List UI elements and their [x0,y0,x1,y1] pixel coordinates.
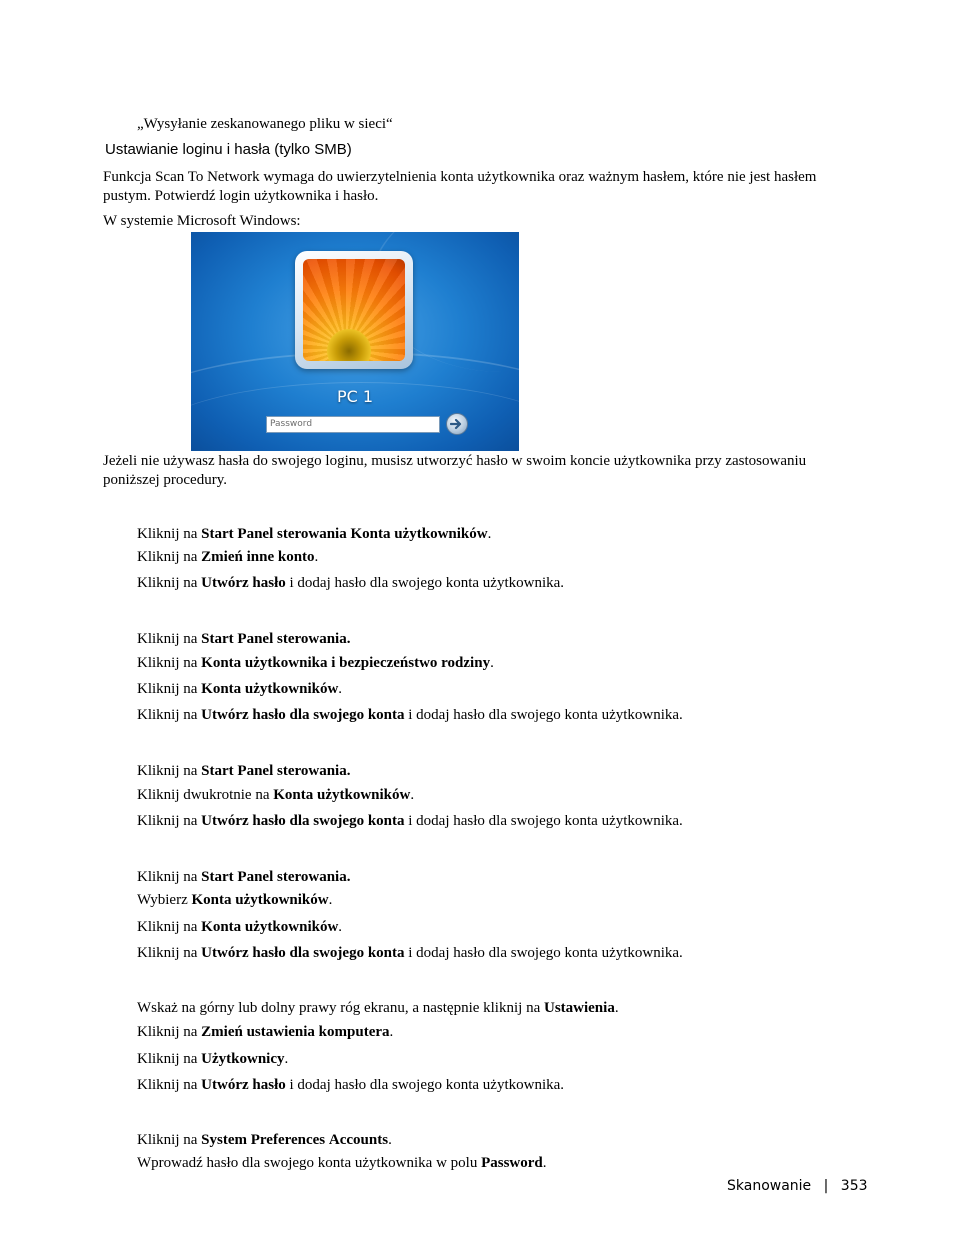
arrow-right-icon [450,418,464,430]
step-line [137,681,342,698]
step-line [137,1024,393,1041]
step-text: Kliknij na [137,526,202,542]
step-text: i dodaj hasło dla swojego konta użytkownika. [404,813,683,829]
step-text: Kliknij na [137,655,202,671]
step-text: . [614,1000,619,1016]
step-emphasis: Utwórz hasło [201,1077,286,1093]
step-emphasis: Utwórz hasło dla swojego konta [201,813,405,829]
step-emphasis: Zmień ustawienia komputera [201,1024,390,1040]
step-line [137,945,683,962]
cross-reference-line: „Wysyłanie zeskanowanego pliku w sieci“ [137,116,393,132]
step-line [137,1051,288,1068]
step-emphasis: Utwórz hasło dla swojego konta [201,945,405,961]
step-emphasis: Start [201,526,234,542]
step-emphasis: Utwórz hasło dla swojego konta [201,707,405,723]
step-text: . [389,1024,394,1040]
step-text: Kliknij na [137,707,202,723]
footer-separator: | [823,1178,829,1194]
windows-login-screenshot [191,232,519,451]
step-emphasis: Utwórz hasło [201,575,286,591]
step-emphasis: Start [201,763,234,779]
step-line [137,787,414,804]
step-line [137,526,491,543]
step-text: . [284,1051,289,1067]
step-text: Kliknij na [137,1077,202,1093]
step-text: Kliknij na [137,681,202,697]
step-text: Kliknij na [137,945,202,961]
step-emphasis: Accounts [328,1132,389,1148]
footer-section: Skanowanie [727,1178,812,1194]
step-text: Kliknij na [137,763,202,779]
step-text: . [338,919,343,935]
windows-label: W systemie Microsoft Windows: [103,213,301,229]
no-password-note: Jeżeli nie używasz hasła do swojego loginu, musisz utworzyć hasło w swoim koncie użytkownika przy zastosowaniu poniższej procedury. [103,453,807,488]
step-line [137,763,350,780]
intro-paragraph: Funkcja Scan To Network wymaga do uwierzytelnienia konta użytkownika oraz ważnym hasłem, które nie jest hasłem pustym. Potwierdź login użytkownika i hasło. [103,169,817,204]
password-input[interactable]: Password [266,416,440,433]
step-emphasis: Konta użytkowników [191,892,329,908]
footer-page-number: 353 [840,1178,868,1194]
step-text: . [542,1155,547,1171]
step-text: i dodaj hasło dla swojego konta użytkownika. [285,575,565,591]
step-text: i dodaj hasło dla swojego konta użytkownika. [404,707,683,723]
step-text: i dodaj hasło dla swojego konta użytkownika. [285,1077,565,1093]
step-emphasis: Konta użytkowników [273,787,411,803]
step-text: Kliknij na [137,1051,202,1067]
step-text: . [388,1132,392,1148]
step-text: Kliknij na [137,1132,202,1148]
step-text: Kliknij na [137,869,202,885]
step-text: . [328,892,333,908]
step-line [137,1132,392,1149]
step-emphasis: Panel sterowania. [237,631,351,647]
submit-login-button[interactable] [446,413,468,435]
step-text: i dodaj hasło dla swojego konta użytkownika. [404,945,683,961]
step-emphasis: Panel sterowania [237,526,347,542]
step-line [137,1155,547,1172]
step-text: . [410,787,415,803]
step-line [137,707,683,724]
step-line [137,575,564,592]
step-text: . [490,655,494,671]
step-line [137,813,683,830]
step-emphasis: Konta użytkowników [201,681,339,697]
step-line [137,631,350,648]
page-footer [727,1178,868,1194]
step-emphasis: System Preferences [201,1132,326,1148]
step-line [137,655,494,672]
step-line [137,919,342,936]
step-emphasis: Start [201,869,234,885]
step-line [137,869,350,886]
step-line [137,892,332,909]
step-line [137,549,318,566]
step-emphasis: Panel sterowania. [237,763,351,779]
step-text: Kliknij na [137,1024,202,1040]
step-emphasis: Zmień inne konto [201,549,315,565]
pc-name-label: PC 1 [336,387,374,406]
step-text: Kliknij na [137,631,202,647]
step-emphasis: Konta użytkowników [201,919,339,935]
step-text: . [338,681,343,697]
step-emphasis: Konta użytkownika i bezpieczeństwo rodziny [201,655,491,671]
step-text: Wprowadź hasło dla swojego konta użytkownika w polu [137,1155,482,1171]
step-line [137,1000,619,1017]
step-text: Wskaż na górny lub dolny prawy róg ekranu, a następnie kliknij na [137,1000,544,1016]
step-text: . [487,526,492,542]
step-line [137,1077,564,1094]
step-text: Kliknij na [137,549,202,565]
step-emphasis: Ustawienia [543,1000,615,1016]
step-text: Kliknij dwukrotnie na [137,787,274,803]
step-emphasis: Panel sterowania. [237,869,351,885]
flower-avatar-icon [303,259,405,361]
step-emphasis: Konta użytkowników [350,526,488,542]
user-avatar-frame [295,251,413,369]
step-text: Kliknij na [137,575,202,591]
step-emphasis: Password [481,1155,543,1171]
step-emphasis: Użytkownicy [201,1051,285,1067]
step-text: Kliknij na [137,813,202,829]
section-heading: Ustawianie loginu i hasła (tylko SMB) [105,141,352,158]
step-text: . [314,549,319,565]
step-text: Kliknij na [137,919,202,935]
step-emphasis: Start [201,631,234,647]
step-text: Wybierz [137,892,192,908]
